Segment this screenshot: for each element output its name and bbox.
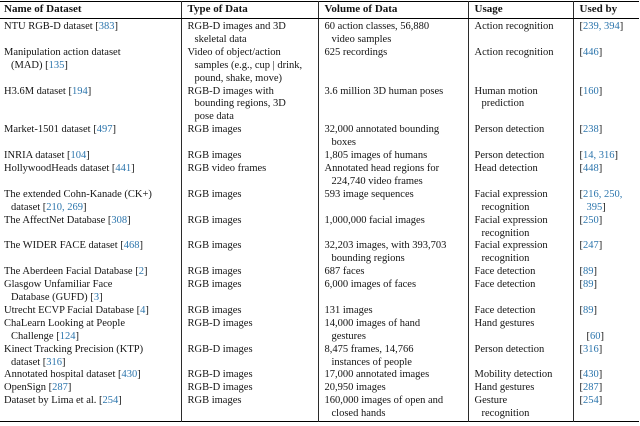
table-row bbox=[0, 215, 639, 241]
cell-data-volume: 625 recordings bbox=[318, 47, 468, 86]
citation-link[interactable]: 250 bbox=[583, 214, 599, 226]
citation-link[interactable]: 316 bbox=[583, 343, 599, 355]
table-row bbox=[0, 163, 639, 189]
citation-link[interactable]: 89 bbox=[583, 279, 594, 291]
cell-dataset-name: Kinect Tracking Precision (KTP) dataset [316] bbox=[4, 343, 144, 368]
cell-used-by: [254] bbox=[573, 395, 639, 421]
citation-link[interactable]: 60 bbox=[590, 330, 601, 342]
cell-data-type: RGB-D images and 3D skeletal data bbox=[181, 19, 318, 47]
table-row bbox=[0, 189, 639, 215]
cell-data-type: RGB-D images with bounding regions, 3D pose data bbox=[181, 86, 318, 125]
table-row bbox=[0, 279, 639, 305]
table-row bbox=[0, 124, 639, 150]
table-row bbox=[0, 318, 639, 344]
cell-used-by: [160] bbox=[573, 86, 639, 125]
cell-usage: Facial expression recognition bbox=[468, 215, 573, 241]
citation-link[interactable]: 448 bbox=[583, 162, 599, 174]
citation-link[interactable]: 89 bbox=[583, 266, 594, 278]
cell-usage: Mobility detection bbox=[468, 369, 573, 382]
cell-data-type: RGB images bbox=[181, 124, 318, 150]
citation-link[interactable]: 216, 250, 395 bbox=[583, 188, 623, 213]
cell-data-volume: 3.6 million 3D human poses bbox=[318, 86, 468, 125]
cell-data-volume: 687 faces bbox=[318, 266, 468, 279]
cell-used-by: [238] bbox=[573, 124, 639, 150]
col-header-type-of-data: Type of Data bbox=[181, 2, 318, 19]
cell-usage: Action recognition bbox=[468, 19, 573, 47]
cell-dataset-name: Dataset by Lima et al. [254] bbox=[4, 395, 122, 407]
cell-dataset-name: Glasgow Unfamiliar Face Database (GUFD) [3] bbox=[4, 279, 113, 304]
cell-data-volume: Annotated head regions for 224,740 video frames bbox=[318, 163, 468, 189]
cell-used-by: [14, 316] bbox=[573, 150, 639, 163]
cell-data-type: RGB images bbox=[181, 150, 318, 163]
cell-usage: Gesture recognition bbox=[468, 395, 573, 421]
cell-dataset-name: OpenSign [287] bbox=[4, 382, 72, 394]
citation-link[interactable]: 3 bbox=[93, 292, 100, 304]
col-header-used-by: Used by bbox=[573, 2, 639, 19]
cell-used-by: [430] bbox=[573, 369, 639, 382]
cell-used-by: [448] bbox=[573, 163, 639, 189]
cell-data-volume: 131 images bbox=[318, 305, 468, 318]
cell-dataset-name: NTU RGB-D dataset [383] bbox=[4, 21, 119, 32]
cell-data-volume: 14,000 images of hand gestures bbox=[318, 318, 468, 344]
cell-used-by: [247] bbox=[573, 240, 639, 266]
cell-used-by: [287] bbox=[573, 382, 639, 395]
cell-usage: Facial expression recognition bbox=[468, 189, 573, 215]
cell-data-type: RGB-D images bbox=[181, 382, 318, 395]
cell-data-volume: 1,000,000 facial images bbox=[318, 215, 468, 241]
cell-data-volume: 60 action classes, 56,880 video samples bbox=[318, 19, 468, 47]
cell-dataset-name: The WIDER FACE dataset [468] bbox=[4, 240, 144, 252]
cell-dataset-name: Manipulation action dataset (MAD) [135] bbox=[4, 46, 121, 71]
citation-link[interactable]: 287 bbox=[52, 382, 68, 394]
citation-link[interactable]: 308 bbox=[111, 214, 128, 226]
citation-link[interactable]: 247 bbox=[583, 240, 599, 252]
citation-link[interactable]: 316 bbox=[46, 356, 63, 368]
cell-dataset-name: HollywoodHeads dataset [441] bbox=[4, 162, 135, 174]
cell-data-type: RGB images bbox=[181, 305, 318, 318]
cell-usage: Head detection bbox=[468, 163, 573, 189]
cell-used-by: [89] bbox=[573, 266, 639, 279]
cell-data-type: RGB images bbox=[181, 266, 318, 279]
cell-data-type: RGB images bbox=[181, 189, 318, 215]
cell-usage: Action recognition bbox=[468, 47, 573, 86]
cell-usage: Face detection bbox=[468, 266, 573, 279]
cell-dataset-name: H3.6M dataset [194] bbox=[4, 85, 92, 97]
citation-link[interactable]: 124 bbox=[59, 330, 76, 342]
cell-data-type: RGB video frames bbox=[181, 163, 318, 189]
table-row bbox=[0, 86, 639, 125]
table-row bbox=[0, 240, 639, 266]
cell-data-type: RGB-D images bbox=[181, 344, 318, 370]
cell-dataset-name: Market-1501 dataset [497] bbox=[4, 124, 116, 136]
citation-link[interactable]: 468 bbox=[123, 240, 140, 252]
citation-link[interactable]: 160 bbox=[583, 85, 599, 97]
cell-used-by: [60] bbox=[573, 318, 639, 344]
cell-dataset-name: ChaLearn Looking at People Challenge [124] bbox=[4, 317, 126, 342]
cell-usage: Hand gestures bbox=[468, 382, 573, 395]
cell-data-type: RGB images bbox=[181, 215, 318, 241]
citation-link[interactable]: 89 bbox=[583, 304, 594, 316]
citation-link[interactable]: 497 bbox=[96, 124, 113, 136]
cell-usage: Face detection bbox=[468, 279, 573, 305]
table-row bbox=[0, 150, 639, 163]
cell-data-volume: 32,203 images, with 393,703 bounding regions bbox=[318, 240, 468, 266]
citation-link[interactable]: 135 bbox=[48, 59, 65, 71]
citation-link[interactable]: 14, 316 bbox=[583, 150, 615, 162]
cell-usage: Hand gestures bbox=[468, 318, 573, 344]
citation-link[interactable]: 210, 269 bbox=[46, 201, 84, 213]
citation-link[interactable]: 4 bbox=[140, 304, 146, 316]
cell-usage: Face detection bbox=[468, 305, 573, 318]
cell-usage: Person detection bbox=[468, 150, 573, 163]
table-row bbox=[0, 382, 639, 395]
citation-link[interactable]: 194 bbox=[71, 85, 88, 97]
col-header-usage: Usage bbox=[468, 2, 573, 19]
citation-link[interactable]: 254 bbox=[102, 395, 119, 407]
citation-link[interactable]: 239, 394 bbox=[583, 21, 620, 32]
cell-usage: Person detection bbox=[468, 344, 573, 370]
datasets-table bbox=[0, 1, 639, 422]
citation-link[interactable]: 430 bbox=[583, 369, 599, 381]
cell-dataset-name: The extended Cohn-Kanade (CK+) dataset [210, 269] bbox=[4, 188, 152, 213]
cell-used-by: [316] bbox=[573, 344, 639, 370]
cell-data-type: RGB-D images bbox=[181, 318, 318, 344]
cell-usage: Human motion prediction bbox=[468, 86, 573, 125]
cell-data-volume: 6,000 images of faces bbox=[318, 279, 468, 305]
cell-used-by: [89] bbox=[573, 305, 639, 318]
citation-link[interactable]: 238 bbox=[583, 124, 599, 136]
cell-data-volume: 160,000 images of open and closed hands bbox=[318, 395, 468, 421]
cell-dataset-name: The AffectNet Database [308] bbox=[4, 214, 131, 226]
cell-dataset-name: Annotated hospital dataset [430] bbox=[4, 369, 141, 381]
table-row bbox=[0, 344, 639, 370]
cell-usage: Person detection bbox=[468, 124, 573, 150]
citation-link[interactable]: 2 bbox=[138, 266, 144, 278]
cell-used-by: [446] bbox=[573, 47, 639, 86]
table-row bbox=[0, 19, 639, 47]
table-row bbox=[0, 47, 639, 86]
cell-data-volume: 32,000 annotated bounding boxes bbox=[318, 124, 468, 150]
cell-used-by: [216, 250, 395] bbox=[573, 189, 639, 215]
cell-dataset-name: INRIA dataset [104] bbox=[4, 150, 90, 162]
col-header-name-of-dataset: Name of Dataset bbox=[0, 2, 181, 19]
cell-data-volume: 593 image sequences bbox=[318, 189, 468, 215]
cell-used-by: [239, 394] bbox=[573, 19, 639, 47]
cell-data-type: RGB images bbox=[181, 279, 318, 305]
cell-data-volume: 1,805 images of humans bbox=[318, 150, 468, 163]
table-row bbox=[0, 305, 639, 318]
table-header-row bbox=[0, 2, 639, 19]
cell-data-type: RGB images bbox=[181, 240, 318, 266]
table-body bbox=[0, 19, 639, 422]
cell-data-volume: 8,475 frames, 14,766 instances of people bbox=[318, 344, 468, 370]
citation-link[interactable]: 441 bbox=[115, 162, 132, 174]
citation-link[interactable]: 287 bbox=[583, 382, 599, 394]
cell-dataset-name: The Aberdeen Facial Database [2] bbox=[4, 266, 148, 278]
citation-link[interactable]: 430 bbox=[121, 369, 138, 381]
col-header-volume-of-data: Volume of Data bbox=[318, 2, 468, 19]
citation-link[interactable]: 383 bbox=[98, 21, 115, 32]
cell-data-type: Video of object/action samples (e.g., cup | drink, pound, shake, move) bbox=[181, 47, 318, 86]
cell-data-type: RGB images bbox=[181, 395, 318, 421]
table-row bbox=[0, 369, 639, 382]
cell-usage: Facial expression recognition bbox=[468, 240, 573, 266]
cell-data-type: RGB-D images bbox=[181, 369, 318, 382]
cell-used-by: [89] bbox=[573, 279, 639, 305]
table-row bbox=[0, 266, 639, 279]
citation-link[interactable]: 446 bbox=[583, 46, 599, 58]
cell-used-by: [250] bbox=[573, 215, 639, 241]
cell-data-volume: 17,000 annotated images bbox=[318, 369, 468, 382]
cell-data-volume: 20,950 images bbox=[318, 382, 468, 395]
cell-dataset-name: Utrecht ECVP Facial Database [4] bbox=[4, 304, 149, 316]
citation-link[interactable]: 254 bbox=[583, 395, 599, 407]
citation-link[interactable]: 104 bbox=[70, 150, 87, 162]
table-row bbox=[0, 395, 639, 421]
